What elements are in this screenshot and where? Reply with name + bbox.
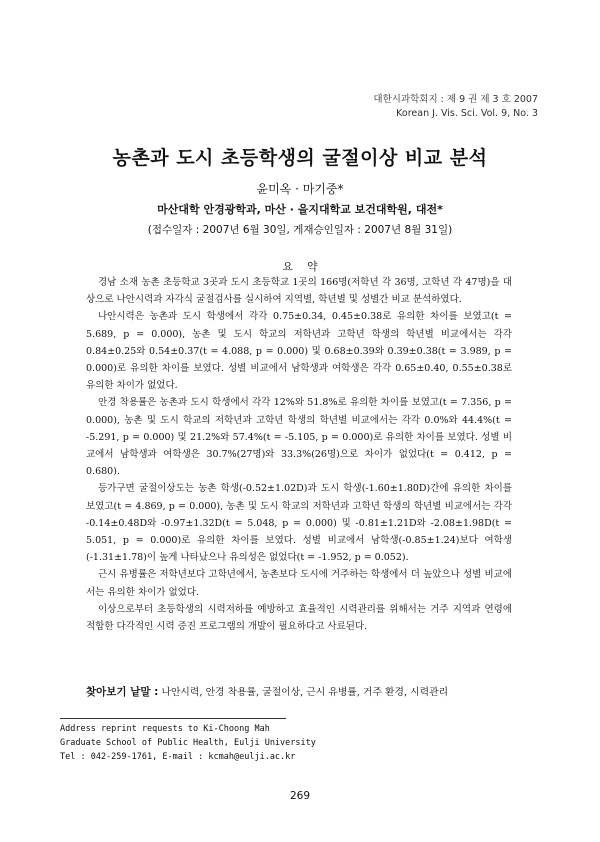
- keywords-text: 나안시력, 안경 착용률, 굴절이상, 근시 유병률, 거주 환경, 시력관리: [161, 687, 449, 698]
- author-affiliation: 마산대학 안경광학과, 마산 · 을지대학교 보건대학원, 대전*: [157, 203, 443, 216]
- footnote-institution: Graduate School of Public Health, Eulji University: [60, 738, 316, 748]
- page-number: 269: [289, 790, 311, 802]
- keywords-label: 찾아보기 낱말 :: [86, 686, 159, 698]
- abstract-paragraph: 나안시력은 농촌과 도시 학생에서 각각 0.75±0.34, 0.45±0.38로 유의한 차이를 보였고(t = 5.689, p = 0.000), 농촌 및 도시 학교의 저학년과 고학년 학생의 학년별 비교에서는 각각 0.84±0.25와 0.54±0.37(t = 4.088, p = 0.000) 및 0.68±0.39와 0.39±0.38(t = 3.989, p = 0.000)로 유의한 차이를 보였다. 성별 비교에서 남학생과 여학생은 각각 0.65±0.40, 0.55±0.38로 유의한 차이가 없었다.: [86, 311, 512, 392]
- paper-title: 농촌과 도시 초등학생의 굴절이상 비교 분석: [112, 147, 488, 169]
- paper-authors: 윤미옥 · 마기중*: [256, 182, 344, 196]
- footnote-contact: Tel : 042-259-1761, E-mail : kcmah@eulji.ac.kr: [60, 752, 296, 762]
- journal-citation-korean: 대한시과학회지 : 제 9 권 제 3 호 2007: [373, 94, 538, 105]
- footnote-divider: [60, 718, 286, 719]
- submission-dates: (접수일자 : 2007년 6월 30일, 게재승인일자 : 2007년 8월 31일): [147, 224, 453, 236]
- abstract-paragraph: 경남 소재 농촌 초등학교 3곳과 도시 초등학교 1곳의 166명(저학년 각 36명, 고학년 각 47명)을 대상으로 나안시력과 자각식 굴절검사를 실시하여 지역별, 학년별 및 성별간 비교 분석하였다.: [86, 277, 512, 306]
- abstract-paragraph: 안경 착용률은 농촌과 도시 학생에서 각각 12%와 51.8%로 유의한 차이를 보였고(t = 7.356, p = 0.000), 농촌 및 도시 학교의 저학년과 고학년 학생의 학년별 비교에서는 각각 0.0%와 44.4%(t = -5.291, p = 0.000) 및 21.2%와 57.4%(t = -5.105, p = 0.000)로 유의한 차이를 보였다. 성별 비교에서 남학생과 여학생은 30.7%(27명)와 33.3%(26명)으로 차이가 없었다(t = 0.412, p = 0.680).: [86, 397, 512, 478]
- abstract-body: [86, 274, 512, 635]
- correspondence-footnote: [60, 722, 316, 764]
- keywords-line: [86, 684, 512, 699]
- journal-citation-english: Korean J. Vis. Sci. Vol. 9, No. 3: [396, 108, 538, 119]
- abstract-heading: 요약: [282, 260, 332, 273]
- footnote-address: Address reprint requests to Ki-Choong Mah: [60, 724, 270, 734]
- abstract-paragraph: 근시 유병률은 저학년보다 고학년에서, 농촌보다 도시에 거주하는 학생에서 더 높았으나 성별 비교에서는 유의한 차이가 없었다.: [86, 569, 512, 598]
- abstract-paragraph: 등가구면 굴절이상도는 농촌 학생(-0.52±1.02D)과 도시 학생(-1.60±1.80D)간에 유의한 차이를 보였고(t = 4.869, p = 0.000), 농촌 및 도시 학교의 저학년과 고학년 학생의 학년별 비교에서는 각각 -0.14±0.48D와 -0.97±1.32D(t = 5.048, p = 0.000) 및 -0.81±1.21D와 -2.08±1.98D(t = 5.051, p = 0.000)로 유의한 차이를 보였다. 성별 비교에서 남학생(-0.85±1.24)보다 여학생(-1.31±1.78)이 높게 나타났으나 유의성은 없었다(t = -1.952, p = 0.052).: [86, 483, 512, 564]
- abstract-paragraph: 이상으로부터 초등학생의 시력저하를 예방하고 효율적인 시력관리를 위해서는 거주 지역과 연령에 적합한 다각적인 시력 증진 프로그램의 개발이 필요하다고 사료된다.: [86, 603, 512, 633]
- journal-header: [373, 93, 538, 121]
